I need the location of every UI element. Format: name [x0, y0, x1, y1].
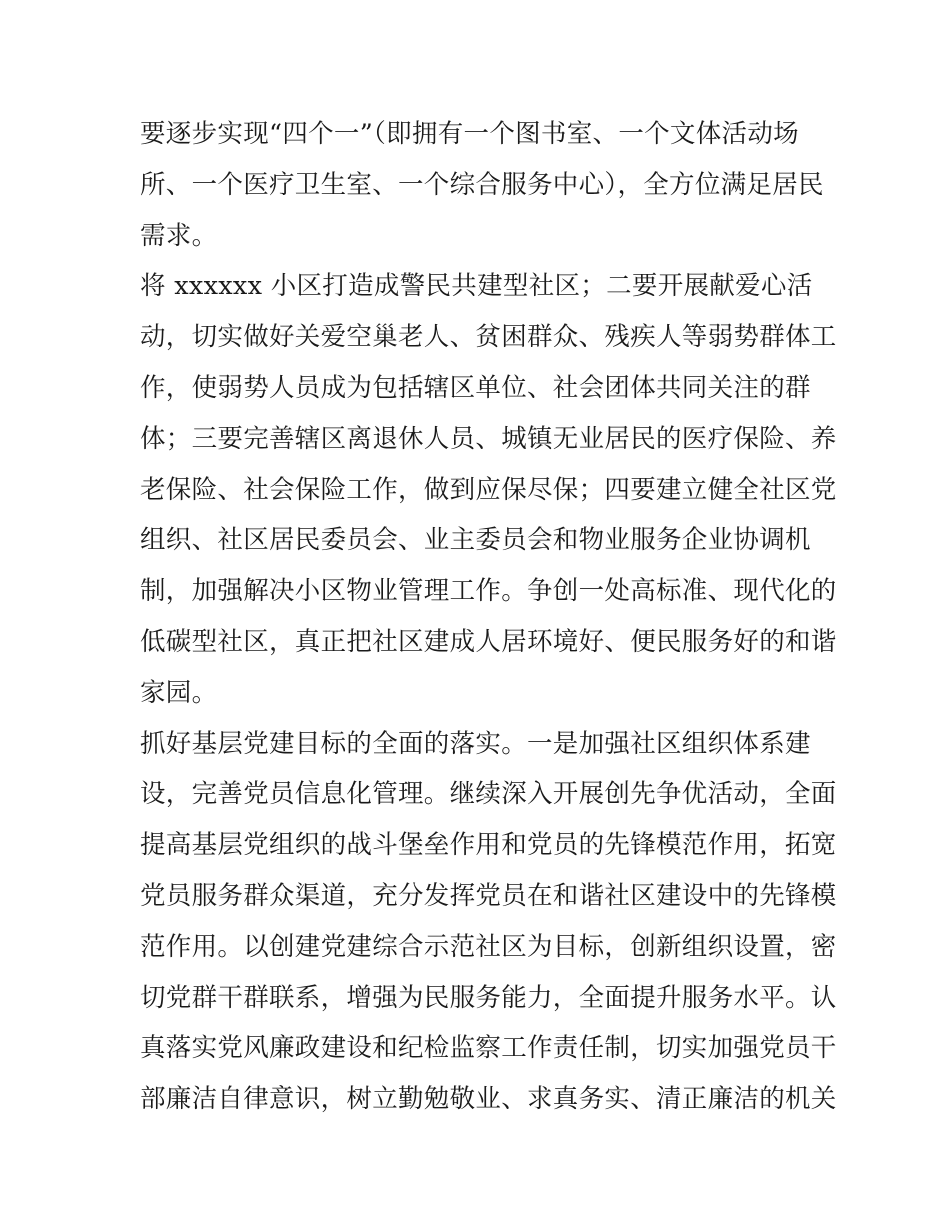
text-line: 动，切实做好关爱空巢老人、贫困群众、残疾人等弱势群体工 [140, 322, 837, 353]
text-line: 提高基层党组织的战斗堡垒作用和党员的先锋模范作用，拓宽 [140, 830, 837, 861]
text-line: 范作用。以创建党建综合示范社区为目标，创新组织设置，密 [140, 931, 837, 962]
text-line: 需求。 [140, 220, 218, 251]
document-body [140, 109, 837, 1125]
text-line: 组织、社区居民委员会、业主委员会和物业服务企业协调机 [140, 525, 811, 556]
text-line: 切党群干群联系，增强为民服务能力，全面提升服务水平。认 [140, 982, 837, 1013]
text-line: 将 xxxxxx 小区打造成警民共建型社区；二要开展献爱心活 [140, 271, 813, 302]
text-line: 抓好基层党建目标的全面的落实。一是加强社区组织体系建 [140, 728, 811, 759]
text-line: 体；三要完善辖区离退休人员、城镇无业居民的医疗保险、养 [140, 423, 837, 454]
paragraph-party-building [140, 719, 837, 1125]
text-line: 家园。 [140, 677, 218, 708]
paragraph-four-ones [140, 109, 824, 261]
text-line: 低碳型社区，真正把社区建成人居环境好、便民服务好的和谐 [140, 626, 837, 657]
text-line: 老保险、社会保险工作，做到应保尽保；四要建立健全社区党 [140, 474, 837, 505]
text-line: 作，使弱势人员成为包括辖区单位、社会团体共同关注的群 [140, 372, 811, 403]
text-line: 党员服务群众渠道，充分发挥党员在和谐社区建设中的先锋模 [140, 880, 837, 911]
text-line: 设，完善党员信息化管理。继续深入开展创先争优活动，全面 [140, 779, 837, 810]
text-line: 所、一个医疗卫生室、一个综合服务中心），全方位满足居民 [140, 169, 824, 200]
text-line: 要逐步实现“四个一”（即拥有一个图书室、一个文体活动场 [140, 119, 799, 149]
text-line: 制，加强解决小区物业管理工作。争创一处高标准、现代化的 [140, 576, 837, 607]
text-line: 真落实党风廉政建设和纪检监察工作责任制，切实加强党员干 [140, 1033, 837, 1064]
text-line: 部廉洁自律意识，树立勤勉敬业、求真务实、清正廉洁的机关 [140, 1084, 837, 1115]
paragraph-community-building [140, 261, 837, 718]
